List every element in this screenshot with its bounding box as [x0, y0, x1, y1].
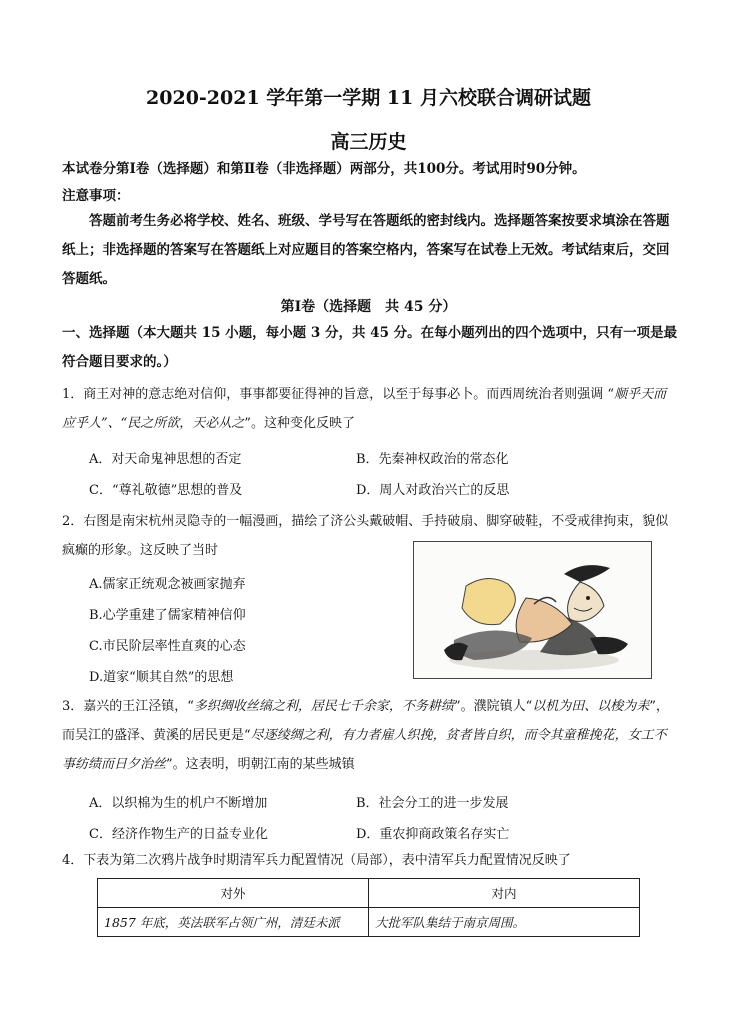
- question-3-option-b: B．社会分工的进一步发展: [356, 796, 509, 811]
- section-title: 第Ⅰ卷（选择题 共 45 分）: [280, 299, 457, 315]
- question-3-option-d: D．重农抑商政策名存实亡: [356, 827, 510, 842]
- question-2-option-b: B.心学重建了儒家精神信仰: [89, 608, 246, 623]
- subject-title: 高三历史: [330, 131, 407, 153]
- jigong-ink-painting: [413, 541, 652, 679]
- exam-title: 2020-2021 学年第一学期 11 月六校联合调研试题: [146, 87, 591, 109]
- table-cell-outer: 1857 年底，英法联军占领广州，清廷未派: [98, 908, 369, 937]
- exam-summary: 本试卷分第Ⅰ卷（选择题）和第Ⅱ卷（非选择题）两部分，共100分。考试用时90分钟。: [62, 161, 586, 177]
- question-1-option-c: C．“尊礼敬德”思想的普及: [89, 483, 243, 498]
- question-2-option-a: A.儒家正统观念被画家抛弃: [89, 577, 246, 592]
- table-header-row: [98, 879, 640, 908]
- question-3-option-c: C．经济作物生产的日益专业化: [89, 827, 268, 842]
- question-2-option-c: C.市民阶层率性直爽的心态: [89, 639, 246, 654]
- question-3-option-a: A．以织棉为生的机户不断增加: [89, 796, 268, 811]
- section-instruction: 一、选择题（本大题共 15 小题，每小题 3 分，共 45 分。在每小题列出的四个选项中，只有一项是最符合题目要求的。）: [62, 325, 678, 370]
- table-header-inner: 对内: [369, 879, 640, 908]
- jigong-figure-illustration: [414, 542, 651, 678]
- question-1-option-d: D．周人对政治兴亡的反思: [356, 483, 510, 498]
- question-3-stem: 3．嘉兴的王江泾镇，“多织绸收丝缟之利，居民七千余家，不务耕绩”。濮院镇人“以机为田、以梭为耒”，而吴江的盛泽、黄溪的居民更是“尽逐绫绸之利，有力者雇人织挽，贫者皆自织，而令其童稚挽花，女工不事纺绩而日夕治丝”。这表明，明朝江南的某些城镇: [62, 699, 669, 772]
- notice-text: 答题前考生务必将学校、姓名、班级、学号写在答题纸的密封线内。选择题答案按要求填涂在答题纸上；非选择题的答案写在答题纸上对应题目的答案空格内，答案写在试卷上无效。考试结束后，交回答题纸。: [62, 213, 670, 287]
- table-cell-inner: 大批军队集结于南京周围。: [369, 908, 640, 937]
- question-1-option-a: A．对天命鬼神思想的否定: [89, 452, 242, 467]
- table-header-outer: 对外: [98, 879, 369, 908]
- question-4-stem: 4．下表为第二次鸦片战争时期清军兵力配置情况（局部），表中清军兵力配置情况反映了: [62, 853, 571, 868]
- notice-label: 注意事项：: [62, 188, 130, 204]
- question-1-stem: 1．商王对神的意志绝对信仰，事事都要征得神的旨意，以至于每事必卜。而西周统治者则强调 “顺乎天而应乎人”、“民之所欲，天必从之”。这种变化反映了: [62, 387, 667, 431]
- question-2-stem: 2．右图是南宋杭州灵隐寺的一幅漫画，描绘了济公头戴破帽、手持破扇、脚穿破鞋，不受戒律拘束，貌似疯癫的形象。这反映了当时: [62, 514, 669, 558]
- question-1-option-b: B．先秦神权政治的常态化: [356, 452, 509, 467]
- table-row: [98, 908, 640, 937]
- troop-deployment-table: [97, 878, 640, 937]
- question-2-option-d: D.道家“顺其自然”的思想: [89, 670, 234, 685]
